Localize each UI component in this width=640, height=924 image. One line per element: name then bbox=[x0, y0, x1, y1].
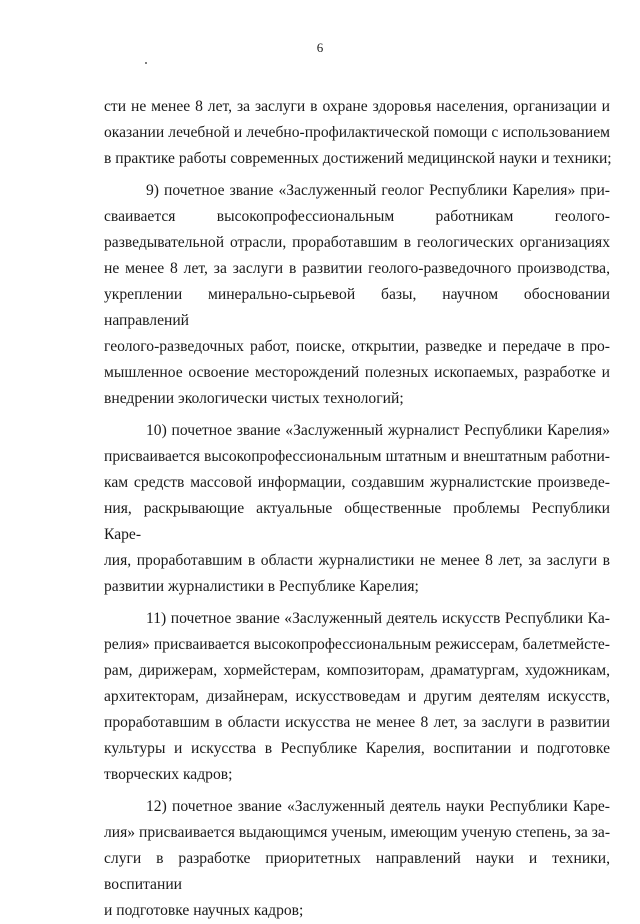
text-line: внедрении экологически чистых технологий; bbox=[104, 390, 404, 407]
text-line: 12) почетное звание «Заслуженный деятель науки Республики Каре- bbox=[146, 798, 610, 815]
scan-speck bbox=[145, 62, 147, 64]
text-line: мышленное освоение месторождений полезных ископаемых, разработке и bbox=[104, 364, 610, 381]
text-line: укреплении минерально-сырьевой базы, научном обосновании направлений bbox=[104, 286, 610, 329]
text-line: разведывательной отрасли, проработавшим в геологических организациях bbox=[104, 234, 610, 251]
text-line: лия, проработавшим в области журналистики не менее 8 лет, за заслуги в bbox=[104, 552, 610, 569]
text-line: 11) почетное звание «Заслуженный деятель искусств Республики Ка- bbox=[146, 610, 610, 627]
text-line: ния, раскрывающие актуальные общественные проблемы Республики Каре- bbox=[104, 500, 610, 543]
text-line: слуги в разработке приоритетных направлений науки и техники, воспитании bbox=[104, 850, 610, 893]
paragraph-10 bbox=[104, 418, 610, 600]
text-line: 10) почетное звание «Заслуженный журналист Республики Карелия» bbox=[146, 422, 610, 439]
text-line: кам средств массовой информации, создавшим журналистские произведе- bbox=[104, 474, 610, 491]
text-line: лия» присваивается выдающимся ученым, имеющим ученую степень, за за- bbox=[104, 824, 611, 841]
text-line: архитекторам, дизайнерам, искусствоведам и другим деятелям искусств, bbox=[104, 688, 610, 705]
text-line: геолого-разведочных работ, поиске, открытии, разведке и передаче в про- bbox=[104, 338, 610, 355]
text-line: присваивается высокопрофессиональным штатным и внештатным работни- bbox=[104, 448, 610, 465]
text-line: 9) почетное звание «Заслуженный геолог Республики Карелия» при- bbox=[146, 182, 610, 199]
text-line: сваивается высокопрофессиональным работникам геолого- bbox=[104, 208, 610, 225]
paragraph-11 bbox=[104, 606, 610, 788]
paragraph-9 bbox=[104, 178, 610, 412]
text-line: не менее 8 лет, за заслуги в развитии геолого-разведочного производства, bbox=[104, 260, 610, 277]
text-line: проработавшим в области искусства не менее 8 лет, за заслуги в развитии bbox=[104, 714, 610, 731]
text-line: культуры и искусства в Республике Карелия, воспитании и подготовке bbox=[104, 740, 610, 757]
text-line: в практике работы современных достижений медицинской науки и техники; bbox=[104, 150, 612, 167]
text-line: и подготовке научных кадров; bbox=[104, 902, 304, 919]
text-line: релия» присваивается высокопрофессиональным режиссерам, балетмейсте- bbox=[104, 636, 610, 653]
text-line: оказании лечебной и лечебно-профилактической помощи с использованием bbox=[104, 124, 610, 141]
document-body bbox=[104, 94, 610, 924]
text-line: рам, дирижерам, хормейстерам, композиторам, драматургам, художникам, bbox=[104, 662, 610, 679]
paragraph-continuation bbox=[104, 94, 610, 172]
text-line: творческих кадров; bbox=[104, 766, 233, 783]
page-number: 6 bbox=[316, 40, 324, 55]
text-line: сти не менее 8 лет, за заслуги в охране здоровья населения, организации и bbox=[104, 98, 610, 115]
text-line: развитии журналистики в Республике Карелия; bbox=[104, 578, 419, 595]
